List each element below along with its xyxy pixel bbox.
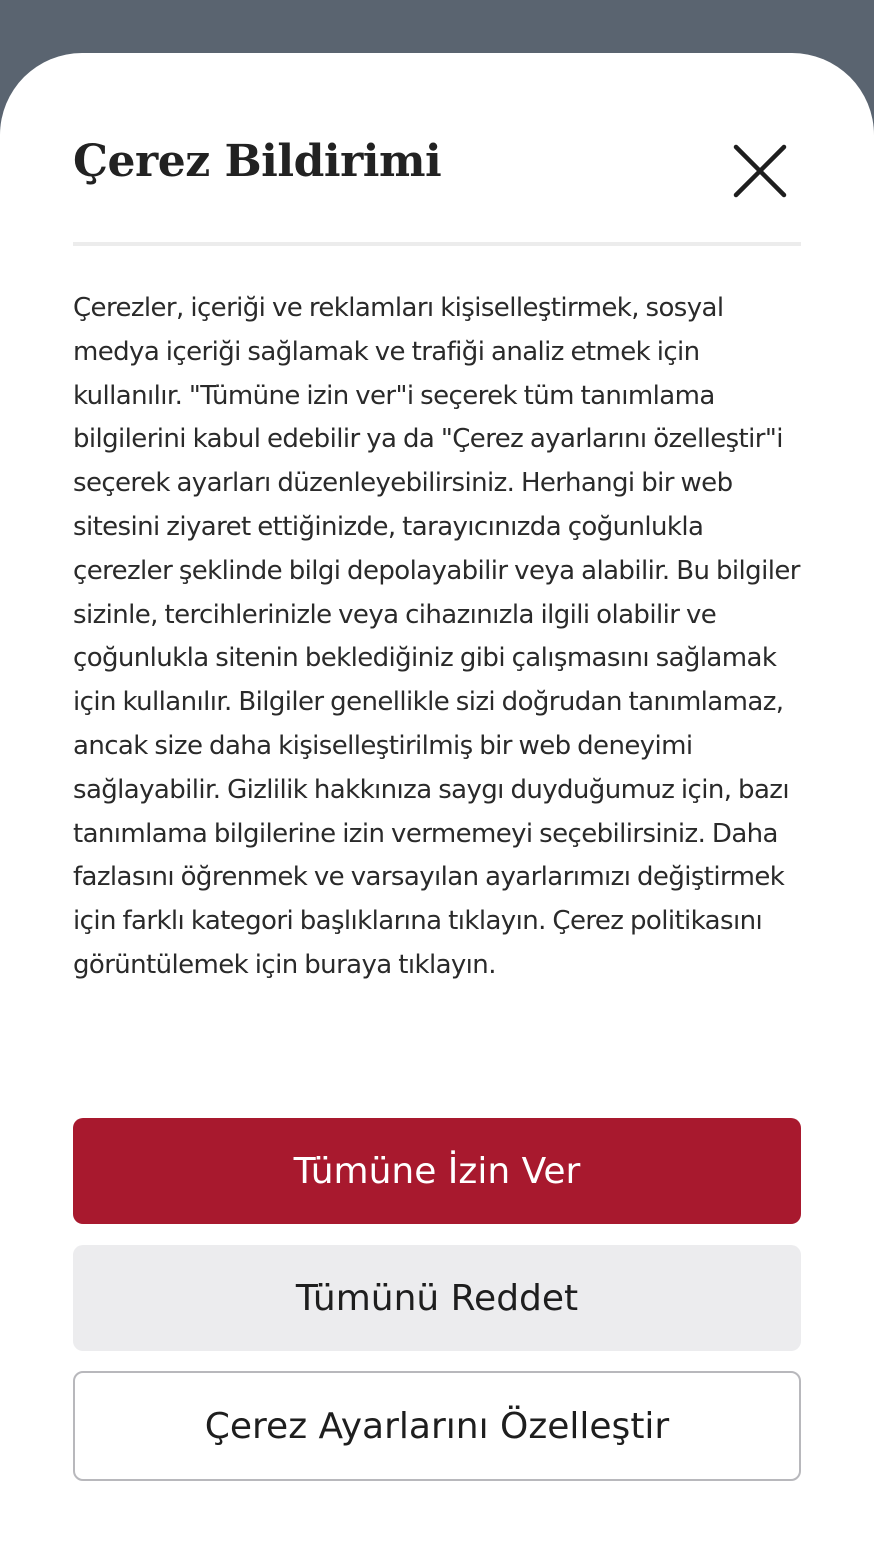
allow-all-button[interactable]: Tümüne İzin Ver (73, 1118, 801, 1224)
dialog-title: Çerez Bildirimi (73, 136, 442, 187)
reject-all-button[interactable]: Tümünü Reddet (73, 1245, 801, 1351)
close-button[interactable] (730, 141, 790, 201)
cookie-description: Çerezler, içeriği ve reklamları kişiselleştirmek, sosyal medya içeriği sağlamak ve trafiği analiz etmek için kullanılır. "Tümüne izin ver"i seçerek tüm tanımlama bilgilerini kabul edebilir ya da "Çerez ayarlarını özelleştir"i seçerek ayarları düzenleyebilirsiniz. Herhangi bir web sitesini ziyaret ettiğinizde, tarayıcınızda çoğunlukla çerezler şeklinde bilgi depolayabilir veya alabilir. Bu bilgiler sizinle, tercihlerinizle veya cihazınızla ilgili olabilir ve çoğunlukla sitenin beklediğiniz gibi çalışmasını sağlamak için kullanılır. Bilgiler genellikle sizi doğrudan tanımlamaz, ancak size daha kişiselleştirilmiş bir web deneyimi sağlayabilir. Gizlilik hakkınıza saygı duyduğumuz için, bazı tanımlama bilgilerine izin vermemeyi seçebilirsiniz. Daha fazlasını öğrenmek ve varsayılan ayarlarımızı değiştirmek için farklı kategori başlıklarına tıklayın. Çerez politikasını görüntülemek için buraya tıklayın. (73, 293, 800, 980)
title-divider (73, 242, 801, 246)
close-icon (730, 141, 790, 201)
customize-settings-button[interactable]: Çerez Ayarlarını Özelleştir (73, 1371, 801, 1481)
cookie-dialog (0, 53, 874, 1555)
